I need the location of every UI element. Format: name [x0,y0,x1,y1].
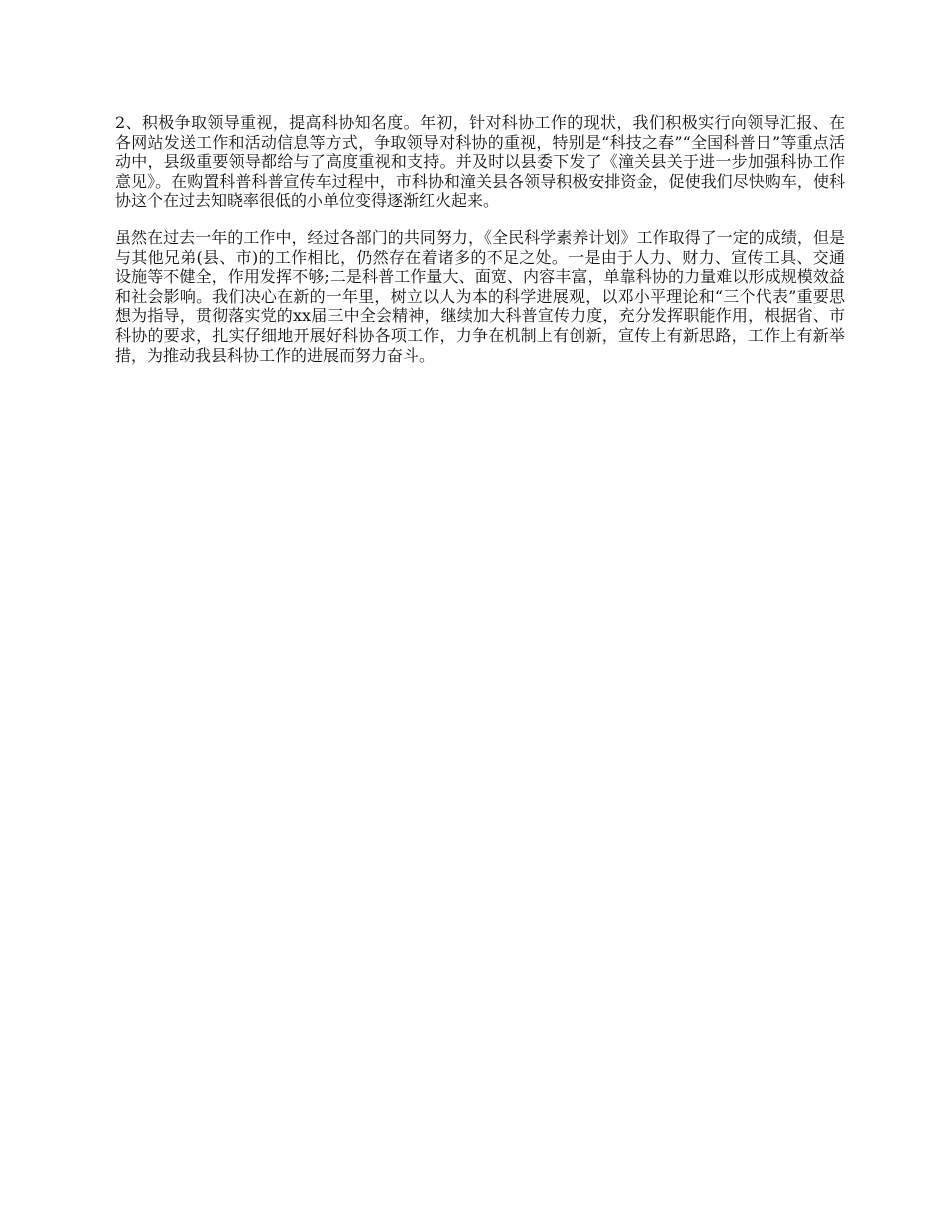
paragraph-shortcomings-and-plans: 虽然在过去一年的工作中，经过各部门的共同努力，《全民科学素养计划》工作取得了一定的成绩，但是与其他兄弟(县、市)的工作相比，仍然存在着诸多的不足之处。一是由于人力、财力、宣传工具、交通设施等不健全，作用发挥不够;二是科普工作量大、面宽、内容丰富，单靠科协的力量难以形成规模效益和社会影响。我们决心在新的一年里，树立以人为本的科学进展观，以邓小平理论和“三个代表”重要思想为指导，贯彻落实党的xx届三中全会精神，继续加大科普宣传力度，充分发挥职能作用，根据省、市科协的要求，扎实仔细地开展好科协各项工作，力争在机制上有创新，宣传上有新思路，工作上有新举措，为推动我县科协工作的进展而努力奋斗。 [115,227,845,365]
document-body [115,113,845,365]
paragraph-leadership-attention: 2、积极争取领导重视，提高科协知名度。年初，针对科协工作的现状，我们积极实行向领导汇报、在各网站发送工作和活动信息等方式，争取领导对科协的重视，特别是“科技之春”“全国科普日”等重点活动中，县级重要领导都给与了高度重视和支持。并及时以县委下发了《潼关县关于进一步加强科协工作意见》。在购置科普科普宣传车过程中，市科协和潼关县各领导积极安排资金，促使我们尽快购车，使科协这个在过去知晓率很低的小单位变得逐渐红火起来。 [115,113,845,211]
